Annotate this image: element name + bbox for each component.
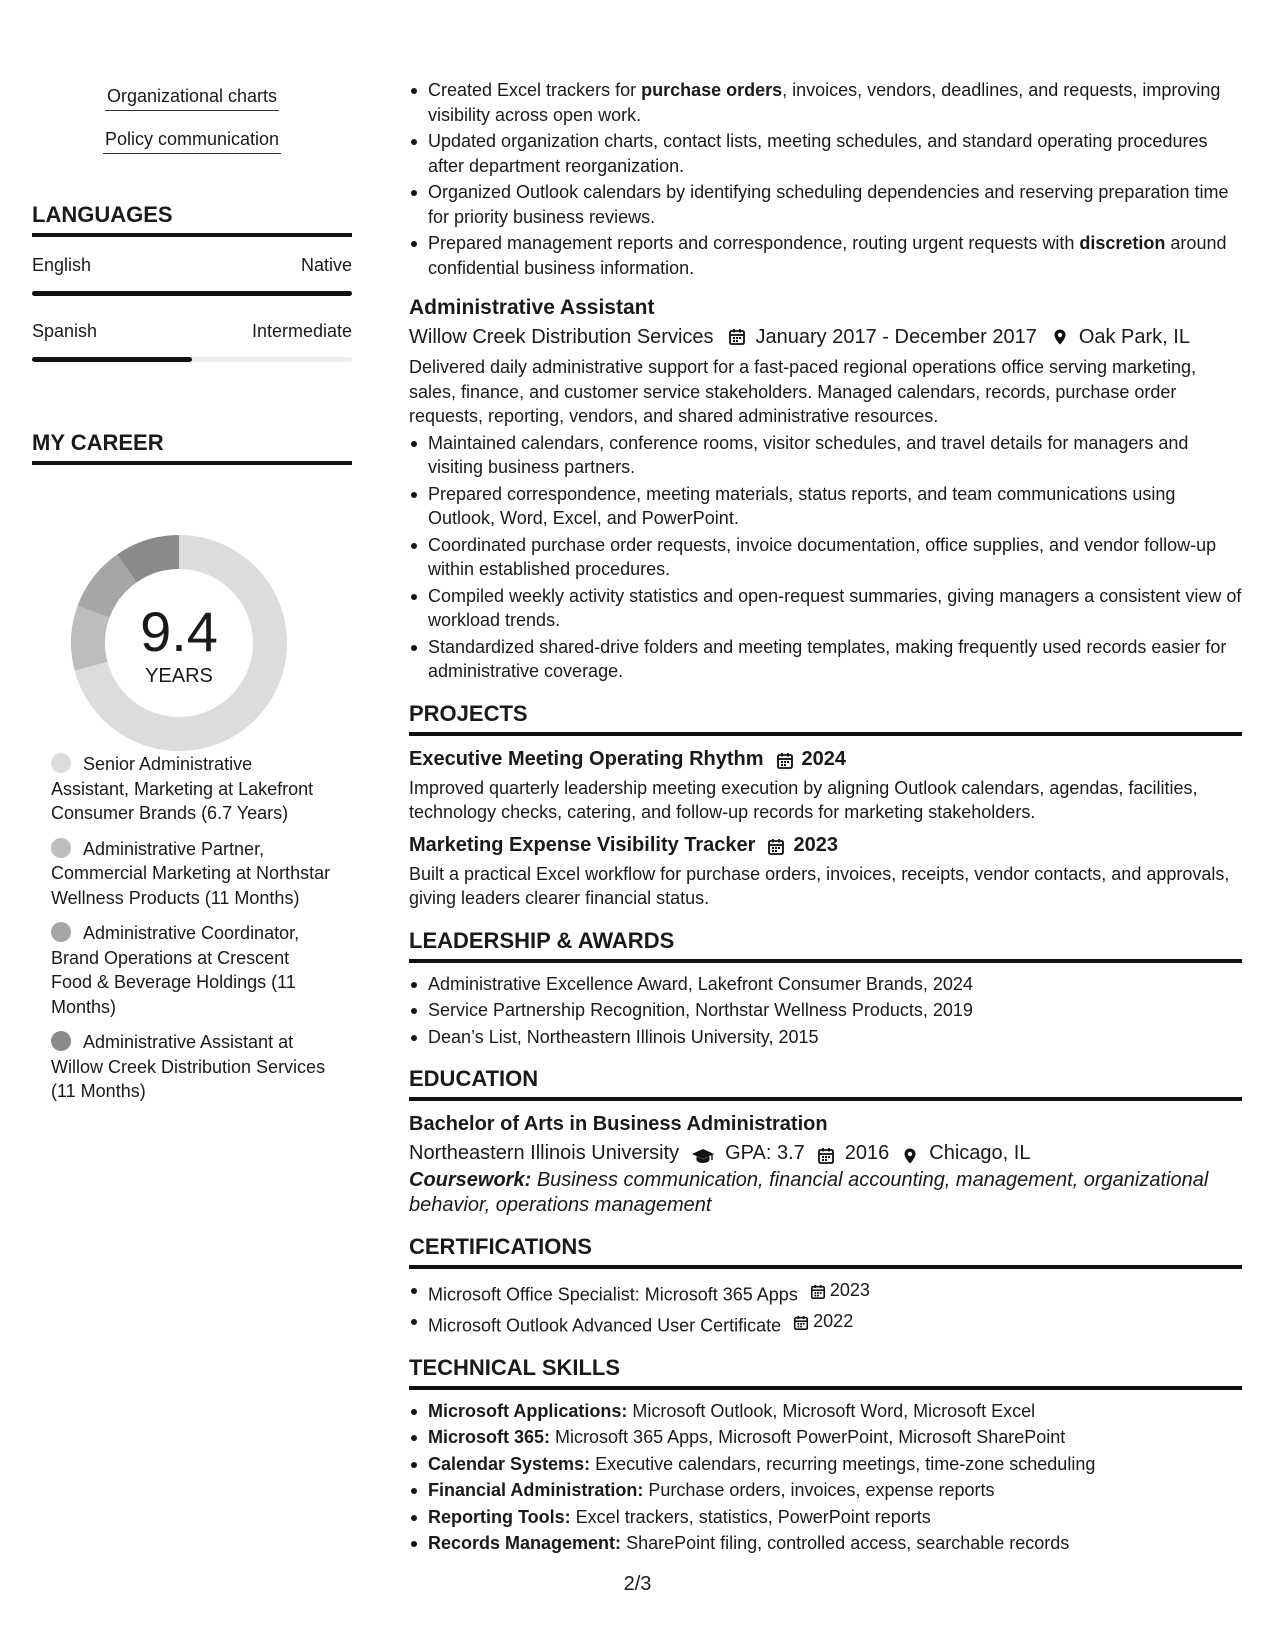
list-item: Maintained calendars, conference rooms, visitor schedules, and travel details for managers and visiting business partners. [409,431,1242,480]
gpa: GPA: 3.7 [725,1142,805,1164]
legend-dot-icon [51,753,71,773]
calendar-icon [767,836,785,854]
main-content [409,78,1242,1558]
map-pin-icon [901,1144,919,1162]
career-unit-label: YEARS [145,665,213,687]
school-name: Northeastern Illinois University [409,1142,680,1164]
job-meta [409,322,1242,352]
career-heading: MY CAREER [32,429,352,465]
career-legend-item: Administrative Partner, Commercial Marketing at Northstar Wellness Products (11 Months) [51,838,331,908]
career-legend [51,752,331,1115]
list-item: Calendar Systems: Executive calendars, recurring meetings, time-zone scheduling [409,1452,1242,1477]
language-proficiency-bar [32,357,352,362]
skills-list [409,1399,1242,1556]
career-legend-item: Senior Administrative Assistant, Marketing at Lakefront Consumer Brands (6.7 Years) [51,754,314,823]
calendar-icon [793,1313,809,1329]
list-item: Microsoft Office Specialist: Microsoft 365 Apps 2023 [409,1278,1242,1307]
list-item: Prepared correspondence, meeting materials, status reports, and team communications using Outlook, Word, Excel, and PowerPoint. [409,482,1242,531]
career-donut-chart [64,528,294,758]
map-pin-icon [1051,328,1069,346]
legend-dot-icon [51,922,71,942]
project-description: Built a practical Excel workflow for purchase orders, invoices, receipts, vendor contacts, and approvals, giving leaders clearer financial status. [409,863,1230,908]
calendar-icon [728,328,746,346]
project-year: 2024 [801,747,847,770]
education-meta [409,1138,1242,1168]
calendar-icon [810,1282,826,1298]
language-spanish [32,319,352,362]
job-bullets [409,431,1242,684]
graduation-year: 2016 [844,1142,890,1164]
list-item: Compiled weekly activity statistics and open-request summaries, giving managers a consistent view of workload trends. [409,584,1242,633]
certifications-heading: CERTIFICATIONS [409,1233,1242,1269]
calendar-icon [817,1144,835,1162]
education-heading: EDUCATION [409,1065,1242,1101]
list-item: Reporting Tools: Excel trackers, statistics, PowerPoint reports [409,1505,1242,1530]
list-item: Financial Administration: Purchase orders, invoices, expense reports [409,1478,1242,1503]
career-total-years: 9.4 [140,600,218,663]
legend-dot-icon [51,1031,71,1051]
project-title: Marketing Expense Visibility Tracker 2023 [409,831,1242,859]
job-dates: January 2017 - December 2017 [755,326,1037,348]
legend-dot-icon [51,838,71,858]
list-item: Standardized shared-drive folders and meeting templates, making frequently used records easier for administrative coverage. [409,635,1242,684]
job-summary: Delivered daily administrative support for a fast-paced regional operations office serving marketing, sales, finance, and customer service stakeholders. Managed calendars, records, purchase order requests, reporting, vendors, and shared administrative resources. [409,357,1197,426]
list-item: Microsoft Outlook Advanced User Certificate 2022 [409,1309,1242,1338]
job-title: Administrative Assistant [409,296,655,319]
list-item: Updated organization charts, contact lists, meeting schedules, and standard operating procedures after department reorganization. [409,129,1242,178]
coursework: Coursework: Business communication, financial accounting, management, organizational behavior, operations management [409,1169,1209,1216]
language-english [32,253,352,296]
project-title: Executive Meeting Operating Rhythm 2024 [409,745,1242,773]
language-level: Native [300,255,352,275]
language-name: Spanish [32,321,98,341]
company-name: Willow Creek Distribution Services [409,326,714,348]
list-item: Microsoft Applications: Microsoft Outlook, Microsoft Word, Microsoft Excel [409,1399,1242,1424]
list-item: Microsoft 365: Microsoft 365 Apps, Microsoft PowerPoint, Microsoft SharePoint [409,1425,1242,1450]
projects-heading: PROJECTS [409,700,1242,736]
school-location: Chicago, IL [929,1142,1031,1164]
awards-list [409,972,1242,1050]
languages-heading: LANGUAGES [32,201,352,237]
degree-title: Bachelor of Arts in Business Administration [409,1113,828,1135]
language-proficiency-bar [32,291,352,296]
list-item: Administrative Excellence Award, Lakefront Consumer Brands, 2024 [409,972,1242,997]
job-location: Oak Park, IL [1078,326,1190,348]
list-item: Coordinated purchase order requests, invoice documentation, office supplies, and vendor follow-up within established procedures. [409,533,1242,582]
list-item: Dean’s List, Northeastern Illinois University, 2015 [409,1025,1242,1050]
calendar-icon [776,750,794,768]
list-item: Created Excel trackers for purchase orders, invoices, vendors, deadlines, and requests, improving visibility across open work. [409,78,1242,127]
page-number: 2/3 [623,1573,652,1595]
project-year: 2023 [793,833,838,856]
list-item: Records Management: SharePoint filing, controlled access, searchable records [409,1531,1242,1556]
language-level: Intermediate [251,321,352,341]
skill-tag: Organizational charts [32,84,352,111]
list-item: Organized Outlook calendars by identifying scheduling dependencies and reserving preparation time for priority business reviews. [409,180,1242,229]
project-description: Improved quarterly leadership meeting execution by aligning Outlook calendars, agendas, facilities, technology checks, catering, and follow-up records for marketing stakeholders. [409,777,1198,822]
skill-tag: Policy communication [32,127,352,154]
awards-heading: LEADERSHIP & AWARDS [409,927,1242,963]
list-item: Prepared management reports and correspondence, routing urgent requests with discretion around confidential business information. [409,231,1242,280]
language-name: English [32,255,92,275]
list-item: Service Partnership Recognition, Northstar Wellness Products, 2019 [409,998,1242,1023]
career-legend-item: Administrative Coordinator, Brand Operations at Crescent Food & Beverage Holdings (11 Months) [51,923,300,1017]
skills-heading: TECHNICAL SKILLS [409,1354,1242,1390]
certifications-list [409,1278,1242,1338]
experience-bullets-continued [409,78,1242,280]
graduation-cap-icon [691,1144,715,1162]
career-legend-item: Administrative Assistant at Willow Creek Distribution Services (11 Months) [51,1032,326,1101]
